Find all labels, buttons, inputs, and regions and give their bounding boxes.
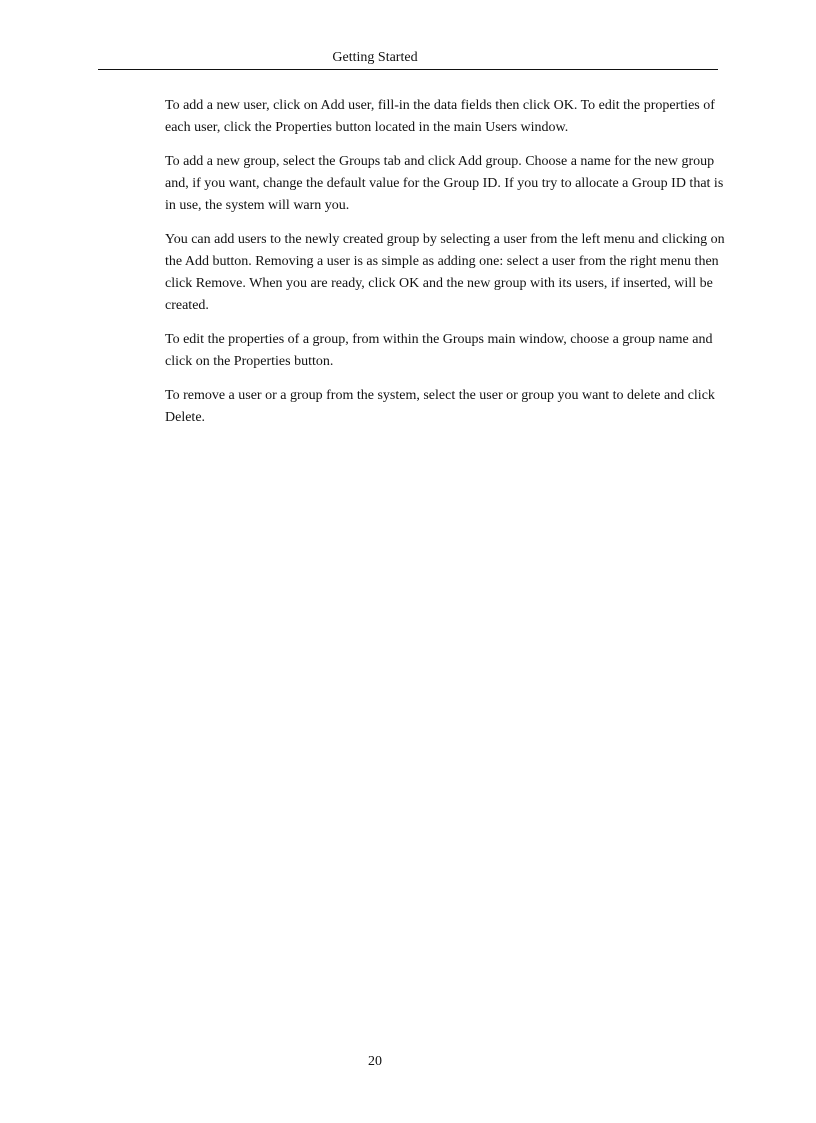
paragraph-group-membership: You can add users to the newly created group by selecting a user from the left menu and clicking on the Add button. Removing a user is as simple as adding one: select a user from the right menu then click Remove. When you are ready, click OK and the new group with its users, if inserted, will be created.: [165, 232, 725, 313]
paragraph-group-properties: To edit the properties of a group, from within the Groups main window, choose a group name and click on the Properties button.: [165, 332, 713, 369]
running-header: Getting Started: [332, 50, 418, 65]
body-text: [165, 95, 725, 441]
paragraph-add-user: To add a new user, click on Add user, fill-in the data fields then click OK. To edit the properties of each user, click the Properties button located in the main Users window.: [165, 98, 715, 135]
paragraph-delete: To remove a user or a group from the system, select the user or group you want to delete and click Delete.: [165, 388, 715, 425]
page-number: 20: [368, 1054, 382, 1069]
header-rule: [98, 69, 718, 70]
paragraph-add-group: To add a new group, select the Groups tab and click Add group. Choose a name for the new group and, if you want, change the default value for the Group ID. If you try to allocate a Group ID that is in use, the system will warn you.: [165, 154, 724, 213]
